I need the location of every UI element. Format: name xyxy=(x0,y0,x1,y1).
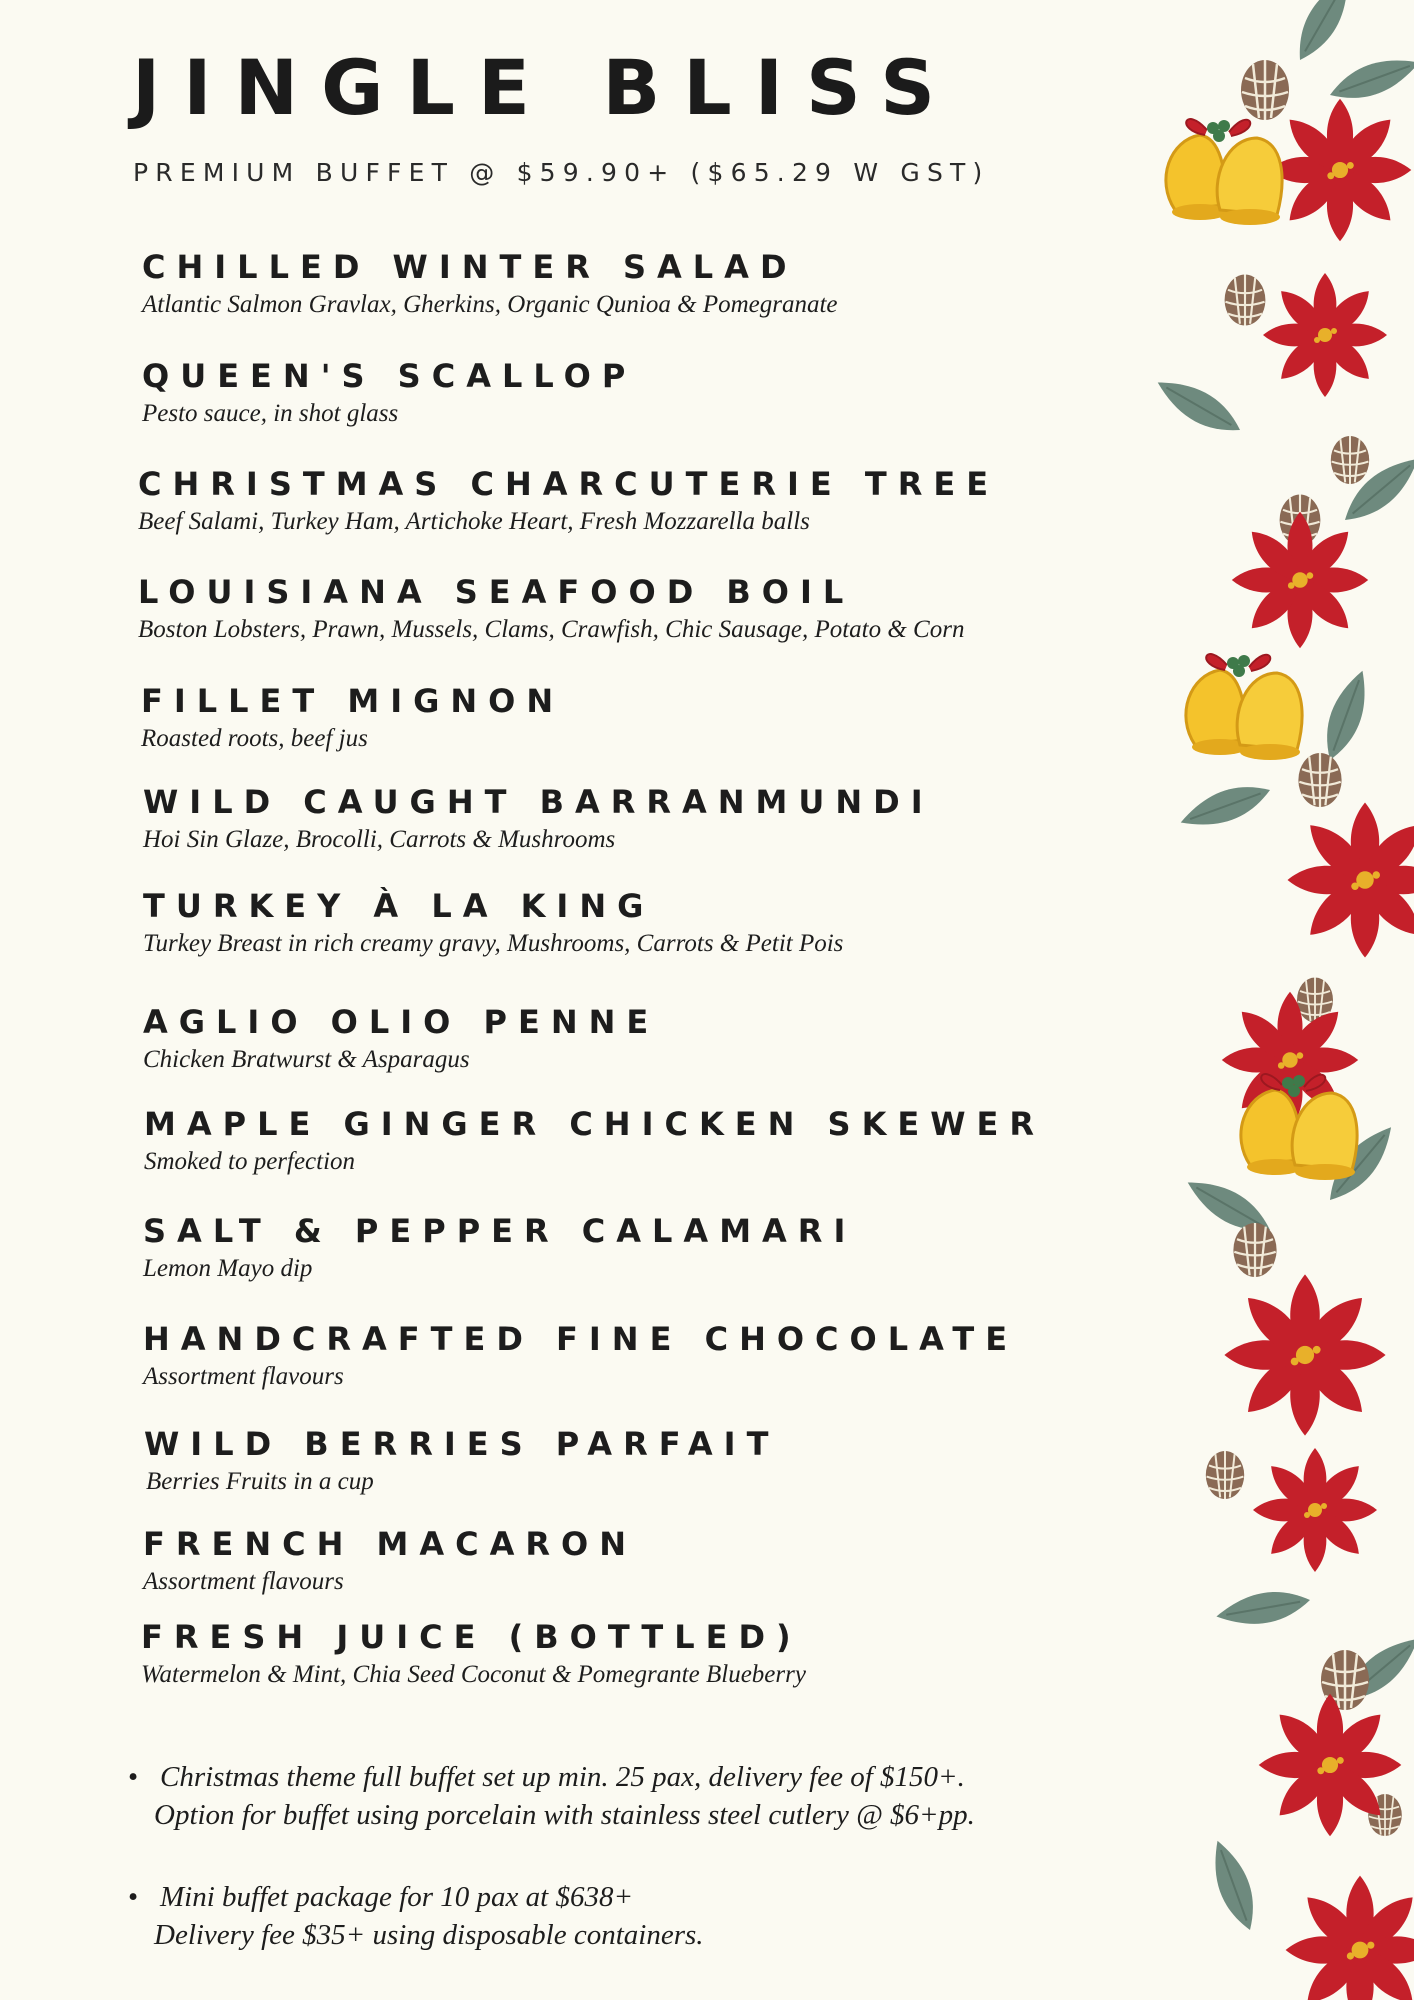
menu-item xyxy=(144,1104,1045,1178)
poinsettia-icon xyxy=(1222,99,1414,2000)
menu-item-name: AGLIO OLIO PENNE xyxy=(143,1003,660,1041)
menu-item-description: Hoi Sin Glaze, Brocolli, Carrots & Mushrooms xyxy=(143,826,616,853)
menu-item xyxy=(143,1524,637,1598)
package-note xyxy=(128,1758,1128,1834)
menu-item-description: Beef Salami, Turkey Ham, Artichoke Heart, Fresh Mozzarella balls xyxy=(138,508,810,535)
menu-item xyxy=(142,247,838,321)
note-line: Option for buffet using porcelain with stainless steel cutlery @ $6+pp. xyxy=(154,1799,975,1831)
menu-item-name: FRESH JUICE (BOTTLED) xyxy=(141,1618,802,1656)
menu-item-name: WILD CAUGHT BARRANMUNDI xyxy=(143,783,934,821)
menu-item-name: HANDCRAFTED FINE CHOCOLATE xyxy=(143,1320,1019,1358)
menu-item-name: MAPLE GINGER CHICKEN SKEWER xyxy=(144,1105,1046,1143)
menu-item-description: Assortment flavours xyxy=(143,1363,344,1390)
menu-item-name: SALT & PEPPER CALAMARI xyxy=(143,1212,857,1250)
menu-item-description: Pesto sauce, in shot glass xyxy=(142,400,399,427)
menu-item-name: CHILLED WINTER SALAD xyxy=(142,248,798,286)
menu-item xyxy=(138,572,964,646)
bullet-icon: • xyxy=(128,1881,139,1913)
menu-item xyxy=(141,1617,806,1691)
menu-item xyxy=(141,681,564,755)
menu-item xyxy=(142,356,636,430)
menu-item-description: Smoked to perfection xyxy=(144,1148,356,1175)
menu-item xyxy=(143,782,934,856)
menu-item-description: Lemon Mayo dip xyxy=(143,1255,313,1282)
menu-item-name: TURKEY À LA KING xyxy=(143,887,655,925)
note-line: Mini buffet package for 10 pax at $638+ xyxy=(160,1881,634,1913)
menu-item xyxy=(143,1002,659,1076)
menu-item-name: FRENCH MACARON xyxy=(143,1525,638,1563)
menu-subtitle: PREMIUM BUFFET @ $59.90+ ($65.29 W GST) xyxy=(133,158,990,187)
package-note xyxy=(128,1878,1128,1954)
menu-item-name: QUEEN'S SCALLOP xyxy=(142,357,637,395)
menu-item xyxy=(144,1424,779,1498)
bullet-icon: • xyxy=(128,1761,139,1793)
menu-item-description: Chicken Bratwurst & Asparagus xyxy=(143,1046,470,1073)
menu-item xyxy=(143,1211,856,1285)
note-line: Delivery fee $35+ using disposable containers. xyxy=(154,1919,704,1951)
menu-item-description: Assortment flavours xyxy=(143,1568,344,1595)
menu-item xyxy=(143,886,843,960)
menu-item xyxy=(143,1319,1018,1393)
note-line: Christmas theme full buffet set up min. 25 pax, delivery fee of $150+. xyxy=(160,1761,965,1793)
menu-item xyxy=(138,464,999,538)
menu-item-name: CHRISTMAS CHARCUTERIE TREE xyxy=(138,465,1000,503)
menu-item-name: FILLET MIGNON xyxy=(141,682,565,720)
menu-item-description: Turkey Breast in rich creamy gravy, Mushrooms, Carrots & Petit Pois xyxy=(143,930,844,957)
package-notes xyxy=(128,1758,1128,1998)
christmas-decoration-border xyxy=(1154,0,1414,2000)
menu-item-name: LOUISIANA SEAFOOD BOIL xyxy=(138,573,855,611)
menu-item-description: Roasted roots, beef jus xyxy=(141,725,368,752)
menu-item-description: Berries Fruits in a cup xyxy=(146,1468,374,1495)
menu-item-description: Boston Lobsters, Prawn, Mussels, Clams, Crawfish, Chic Sausage, Potato & Corn xyxy=(138,616,965,643)
menu-item-name: WILD BERRIES PARFAIT xyxy=(144,1425,780,1463)
leaf-icon xyxy=(1154,0,1414,1935)
menu-item-description: Watermelon & Mint, Chia Seed Coconut & Pomegrante Blueberry xyxy=(141,1661,806,1688)
menu-item-description: Atlantic Salmon Gravlax, Gherkins, Organic Qunioa & Pomegranate xyxy=(142,291,838,318)
menu-title: JINGLE BLISS xyxy=(132,43,959,132)
